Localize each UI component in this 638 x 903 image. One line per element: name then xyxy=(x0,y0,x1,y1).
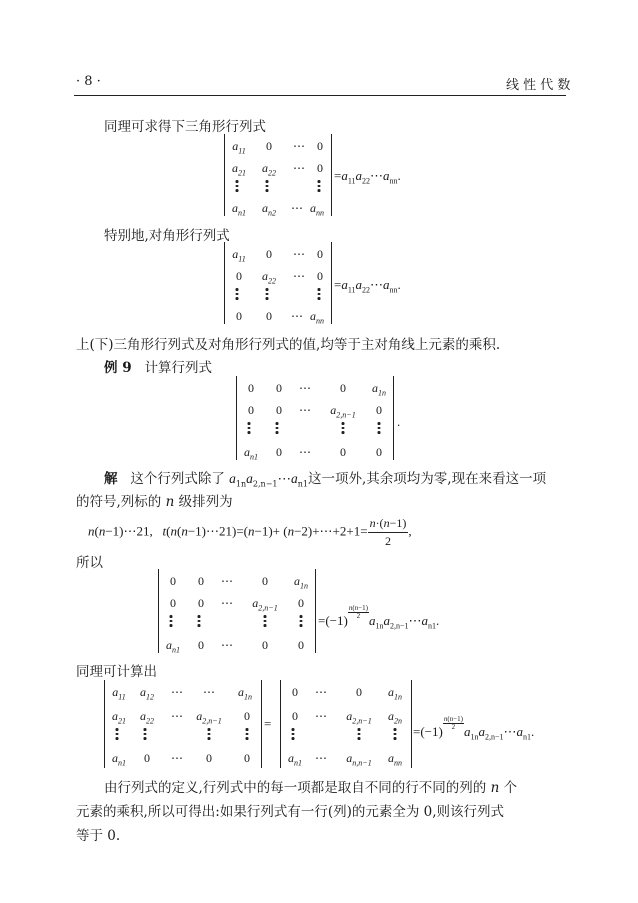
det-cell: 0 xyxy=(276,445,282,459)
det-cell: 0 xyxy=(170,574,176,588)
solution-label: 解 xyxy=(104,471,118,487)
det-cell: ⋯ xyxy=(315,751,327,765)
det-cell: 0 xyxy=(248,381,254,395)
det-cell: $a_{22}$ xyxy=(262,161,276,178)
solution-line-1: 解 这个行列式除了 $a_{1n}a_{2,n-1}\cdots a_{n1}$这一项外,其余项均为零,现在来看这一项 xyxy=(104,471,547,489)
det-cell: 0 xyxy=(236,269,242,283)
det-cell: ⋯ xyxy=(221,596,233,610)
det-cell: $a_{n2}$ xyxy=(262,201,276,218)
det-cell: ⋯ xyxy=(171,685,183,699)
det-cell: 0 xyxy=(198,596,204,610)
det-cell: ⋯ xyxy=(171,709,183,723)
det-cell: ⋯ xyxy=(299,381,311,395)
det-cell: $a_{nn}$ xyxy=(310,201,324,218)
det-cell: $a_{n1}$ xyxy=(112,751,126,768)
similar-mid-determinant xyxy=(280,680,412,768)
conclusion-text: 上(下)三角形行列式及对角形行列式的值,均等于主对角线上元素的乘积. xyxy=(76,337,501,353)
vertical-ellipsis xyxy=(318,288,321,302)
det-cell: 0 xyxy=(340,381,346,395)
vertical-ellipsis xyxy=(264,615,267,629)
det-cell: $a_{n1}$ xyxy=(244,445,258,462)
det-cell: 0 xyxy=(340,445,346,459)
det-cell: 0 xyxy=(276,381,282,395)
example-heading xyxy=(104,356,212,376)
det-cell: $a_{2,n-1}$ xyxy=(346,709,372,726)
det-cell: 0 xyxy=(206,751,212,765)
vertical-ellipsis xyxy=(318,180,321,194)
solution-determinant xyxy=(158,569,316,653)
det-cell: ⋯ xyxy=(293,247,305,261)
det-cell: 0 xyxy=(356,685,362,699)
det-cell: 0 xyxy=(248,403,254,417)
vertical-ellipsis xyxy=(342,422,345,436)
det-cell: 0 xyxy=(317,247,323,261)
vertical-ellipsis xyxy=(208,728,211,742)
header-rule xyxy=(74,95,566,96)
det-cell: 0 xyxy=(317,269,323,283)
det-cell: 0 xyxy=(198,574,204,588)
det-cell: 0 xyxy=(262,638,268,652)
det-cell: ⋯ xyxy=(293,139,305,153)
vertical-ellipsis xyxy=(358,728,361,742)
det-cell: 0 xyxy=(236,309,242,323)
vertical-ellipsis xyxy=(246,728,249,742)
det-cell: ⋯ xyxy=(293,161,305,175)
det-cell: 0 xyxy=(170,596,176,610)
example-label: 例 9 xyxy=(104,360,132,376)
lower-triangular-determinant xyxy=(224,134,332,216)
det-cell: $a_{1n}$ xyxy=(238,685,252,702)
vertical-ellipsis xyxy=(266,180,269,194)
lower-triangular-result: $=a_{11}a_{22}\cdots a_{nn}$. xyxy=(334,168,401,186)
vertical-ellipsis xyxy=(300,615,303,629)
det-cell: ⋯ xyxy=(299,445,311,459)
example-task: 计算行列式 xyxy=(144,360,212,376)
diagonal-intro: 特别地,对角形行列式 xyxy=(104,228,230,244)
vertical-ellipsis xyxy=(378,422,381,436)
solution-result: =(−1) $\frac{n(n-1)}{2}a_{1n}a_{2,n-1}\cdots a_{n1}$. xyxy=(318,604,440,631)
vertical-ellipsis xyxy=(276,422,279,436)
similar-intro: 同理可计算出 xyxy=(76,664,157,680)
det-cell: $a_{22}$ xyxy=(140,709,154,726)
det-cell: 0 xyxy=(266,139,272,153)
det-cell: 0 xyxy=(244,709,250,723)
similar-result: =(−1) $\frac{n(n-1)}{2}a_{1n}a_{2,n-1}\cdots a_{n1}$. xyxy=(413,715,535,742)
det-cell: $a_{21}$ xyxy=(112,709,126,726)
vertical-ellipsis xyxy=(144,728,147,742)
det-cell: 0 xyxy=(376,403,382,417)
det-cell: ⋯ xyxy=(221,574,233,588)
det-cell: 0 xyxy=(292,709,298,723)
solution-line-2: 的符号,列标的 n 级排列为 xyxy=(76,494,233,510)
det-cell: $a_{nn}$ xyxy=(388,751,402,768)
vertical-ellipsis xyxy=(394,728,397,742)
det-cell: $a_{1n}$ xyxy=(294,574,308,591)
det-cell: ⋯ xyxy=(299,403,311,417)
permutation-formula: n(n−1)⋯21, t(n(n−1)⋯21)=(n−1)+ (n−2)+⋯+2+1= $\frac{n\cdot(n-1)}{2}$ , xyxy=(88,516,412,548)
example-determinant xyxy=(236,376,394,460)
det-cell: $a_{2,n-1}$ xyxy=(196,709,222,726)
equals-sign: = xyxy=(264,716,272,731)
det-cell: $a_{1n}$ xyxy=(388,685,402,702)
final-line-2: 元素的乘积,所以可得出:如果行列式有一行(列)的元素全为 0,则该行列式 xyxy=(76,804,505,820)
det-cell: 0 xyxy=(276,403,282,417)
det-cell: 0 xyxy=(244,751,250,765)
det-cell: ⋯ xyxy=(315,709,327,723)
det-cell: $a_{2n}$ xyxy=(388,709,402,726)
det-cell: $a_{11}$ xyxy=(232,139,246,156)
det-cell: $a_{n1}$ xyxy=(288,751,302,768)
det-cell: $a_{n1}$ xyxy=(166,638,180,655)
final-line-1: 由行列式的定义,行列式中的每一项都是取自不同的行不同的列的 n 个 xyxy=(104,780,518,796)
det-cell: 0 xyxy=(292,685,298,699)
vertical-ellipsis xyxy=(292,728,295,742)
det-cell: $a_{21}$ xyxy=(232,161,246,178)
det-cell: $a_{2,n-1}$ xyxy=(330,403,356,420)
det-cell: 0 xyxy=(376,445,382,459)
inversion-fraction: $\frac{n\cdot(n-1)}{2}$ xyxy=(369,516,407,548)
final-line-3: 等于 0. xyxy=(76,828,121,844)
diagonal-determinant xyxy=(224,242,332,324)
det-cell: $a_{12}$ xyxy=(140,685,154,702)
vertical-ellipsis xyxy=(116,728,119,742)
det-cell: ⋯ xyxy=(293,269,305,283)
det-cell: ⋯ xyxy=(171,751,183,765)
det-cell: $a_{11}$ xyxy=(232,247,246,264)
det-cell: 0 xyxy=(317,139,323,153)
therefore-text: 所以 xyxy=(76,555,103,571)
det-cell: 0 xyxy=(298,596,304,610)
similar-left-determinant xyxy=(104,680,262,768)
det-cell: $a_{2,n-1}$ xyxy=(252,596,278,613)
det-cell: 0 xyxy=(298,638,304,652)
vertical-ellipsis xyxy=(236,180,239,194)
page-number: · 8 · xyxy=(76,74,101,89)
diagonal-result: $=a_{11}a_{22}\cdots a_{nn}$. xyxy=(334,277,401,295)
det-cell: 0 xyxy=(262,574,268,588)
det-cell: 0 xyxy=(266,247,272,261)
det-cell: $a_{11}$ xyxy=(112,685,126,702)
det-cell: $a_{nn}$ xyxy=(310,309,324,326)
det-cell: ⋯ xyxy=(203,685,215,699)
book-title: 线 性 代 数 xyxy=(506,78,571,93)
det-cell: ⋯ xyxy=(291,309,303,323)
det-cell: $a_{22}$ xyxy=(262,269,276,286)
det-cell: 0 xyxy=(317,161,323,175)
vertical-ellipsis xyxy=(170,615,173,629)
det-cell: $a_{1n}$ xyxy=(372,381,386,398)
det-cell: 0 xyxy=(266,309,272,323)
det-cell: 0 xyxy=(198,638,204,652)
det-cell: $a_{n,n-1}$ xyxy=(346,751,372,768)
vertical-ellipsis xyxy=(266,288,269,302)
det-cell: 0 xyxy=(144,751,150,765)
det-cell: ⋯ xyxy=(291,201,303,215)
vertical-ellipsis xyxy=(198,615,201,629)
vertical-ellipsis xyxy=(236,288,239,302)
det-cell: ⋯ xyxy=(221,638,233,652)
vertical-ellipsis xyxy=(248,422,251,436)
lower-triangular-intro: 同理可求得下三角形行列式 xyxy=(104,119,266,135)
det-cell: ⋯ xyxy=(315,685,327,699)
example-period: . xyxy=(397,414,401,429)
det-cell: $a_{n1}$ xyxy=(232,201,246,218)
